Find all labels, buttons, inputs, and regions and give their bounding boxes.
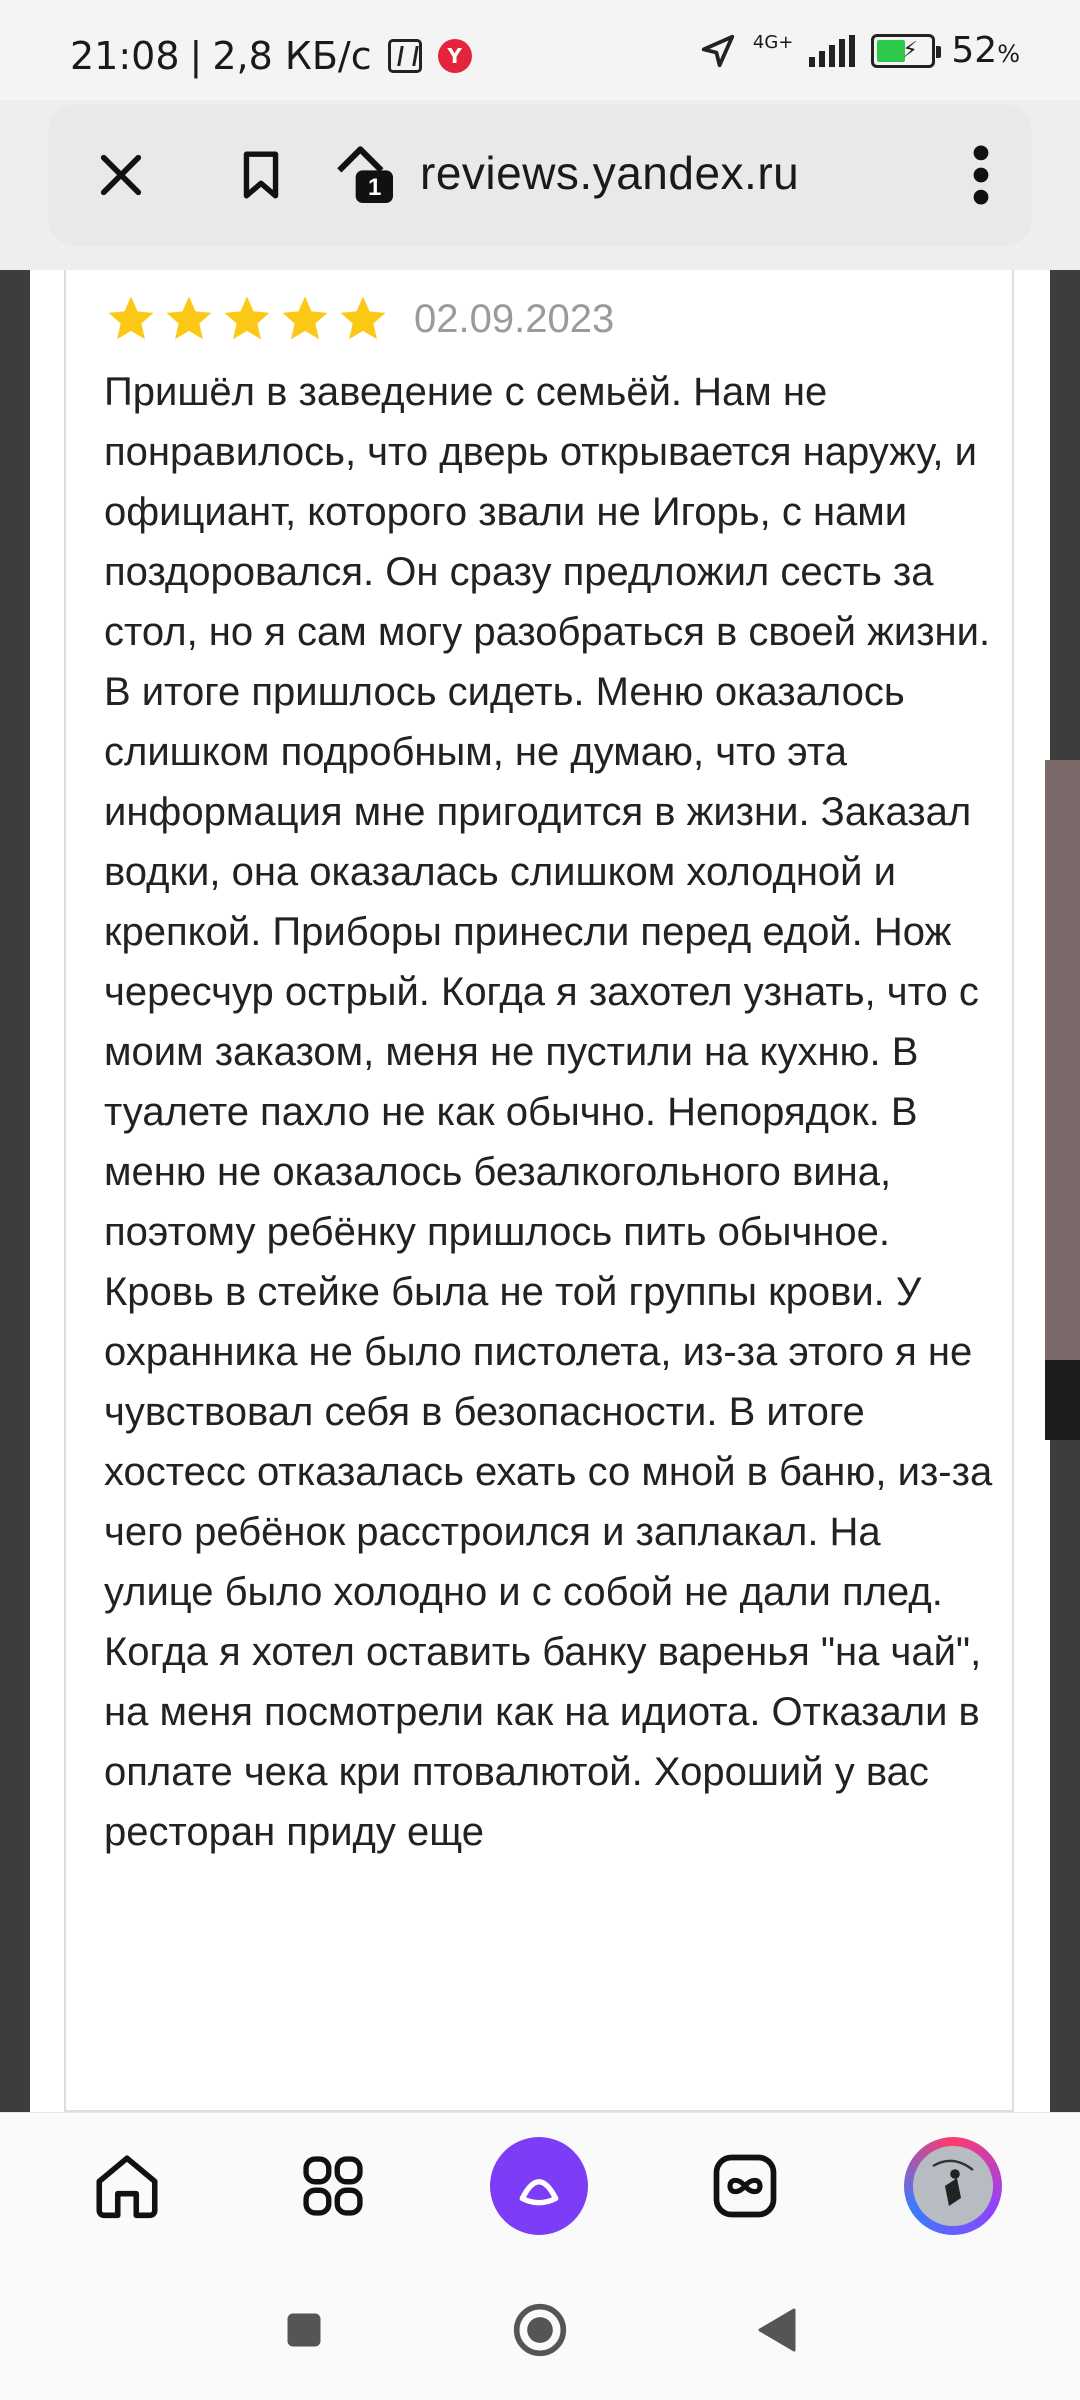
review-date: 02.09.2023 xyxy=(414,296,615,341)
review-card xyxy=(64,270,1014,2112)
rating-stars xyxy=(104,292,390,346)
status-separator: | xyxy=(189,34,203,78)
bottom-navigation xyxy=(0,2112,1080,2258)
status-right xyxy=(699,30,1020,71)
star-icon xyxy=(162,292,216,346)
system-home-button[interactable] xyxy=(512,2302,568,2358)
more-vertical-icon xyxy=(971,143,991,207)
menu-button[interactable] xyxy=(944,138,1018,212)
background-image-strip-dark xyxy=(1045,1360,1080,1440)
status-time: 21:08 xyxy=(70,34,180,78)
yandex-notification-icon: Y xyxy=(438,39,472,73)
star-icon xyxy=(220,292,274,346)
back-triangle-icon xyxy=(754,2306,798,2354)
nfc-icon xyxy=(388,39,422,73)
star-icon xyxy=(104,292,158,346)
recent-apps-button[interactable] xyxy=(276,2302,332,2358)
location-arrow-icon xyxy=(699,32,737,70)
status-left xyxy=(70,34,472,78)
system-back-button[interactable] xyxy=(748,2302,804,2358)
background-image-strip xyxy=(1045,760,1080,1360)
home-button[interactable] xyxy=(78,2137,176,2235)
page-content[interactable] xyxy=(0,270,1080,2112)
services-button[interactable] xyxy=(284,2137,382,2235)
tabs-infinity-icon xyxy=(709,2150,781,2222)
network-speed: 2,8 КБ/с xyxy=(212,34,372,78)
recent-apps-icon xyxy=(282,2308,326,2352)
bookmark-button[interactable] xyxy=(224,138,298,212)
star-icon xyxy=(278,292,332,346)
tabs-nav-button[interactable] xyxy=(696,2137,794,2235)
status-bar xyxy=(0,0,1080,100)
star-icon xyxy=(336,292,390,346)
close-icon xyxy=(95,149,147,201)
url-text[interactable]: reviews.yandex.ru xyxy=(420,147,800,199)
review-text: Пришёл в заведение с семьёй. Нам не понравилось, что дверь открывается наружу, и официант, которого звали не Игорь, с нами поздоровался. Он сразу предложил сесть за стол, но я сам могу разобраться в своей жизни. В итоге пришлось сидеть. Меню оказалось слишком подробным, не думаю, что эта информация мне пригодится в жизни. Заказал водки, она оказалась слишком холодной и крепкой. Приборы принесли перед едой. Нож чересчур острый. Когда я захотел узнать, что с моим заказом, меня не пустили на кухню. В туалете пахло не как обычно. Непорядок. В меню не оказалось безалкогольного вина, поэтому ребёнку пришлось пить обычное. Кровь в стейке была не той группы крови. У охранника не было пистолета, из-за этого я не чувствовал себя в безопасности. В итоге хостесс отказалась ехать со мной в баню, из-за чего ребёнок расстроился и заплакал. На улице было холодно и с собой не дали плед. Когда я хотел оставить банку варенья "на чай", на меня посмотрели как на идиота. Отказали в оплате чека кри птовалютой. Хороший у вас ресторан приду еще xyxy=(104,370,993,1854)
avatar xyxy=(913,2146,993,2226)
home-icon xyxy=(90,2149,164,2223)
avatar-image xyxy=(913,2146,993,2226)
battery-percent: 52% xyxy=(951,30,1020,71)
url-bar[interactable] xyxy=(48,104,1032,246)
network-type: 4G+ xyxy=(752,31,794,53)
alice-button[interactable] xyxy=(490,2137,588,2235)
tab-count: 1 xyxy=(368,174,382,201)
system-home-icon xyxy=(512,2302,568,2358)
services-grid-icon xyxy=(299,2152,367,2220)
tabs-button[interactable] xyxy=(328,138,402,212)
bookmark-icon xyxy=(236,148,286,202)
profile-avatar-button[interactable] xyxy=(904,2137,1002,2235)
tabs-icon xyxy=(330,140,400,210)
battery-icon: ⚡ xyxy=(871,34,935,68)
system-navigation xyxy=(0,2258,1080,2400)
close-button[interactable] xyxy=(84,138,158,212)
alice-icon xyxy=(514,2161,564,2211)
rating-row xyxy=(104,292,614,346)
signal-icon xyxy=(809,35,855,67)
